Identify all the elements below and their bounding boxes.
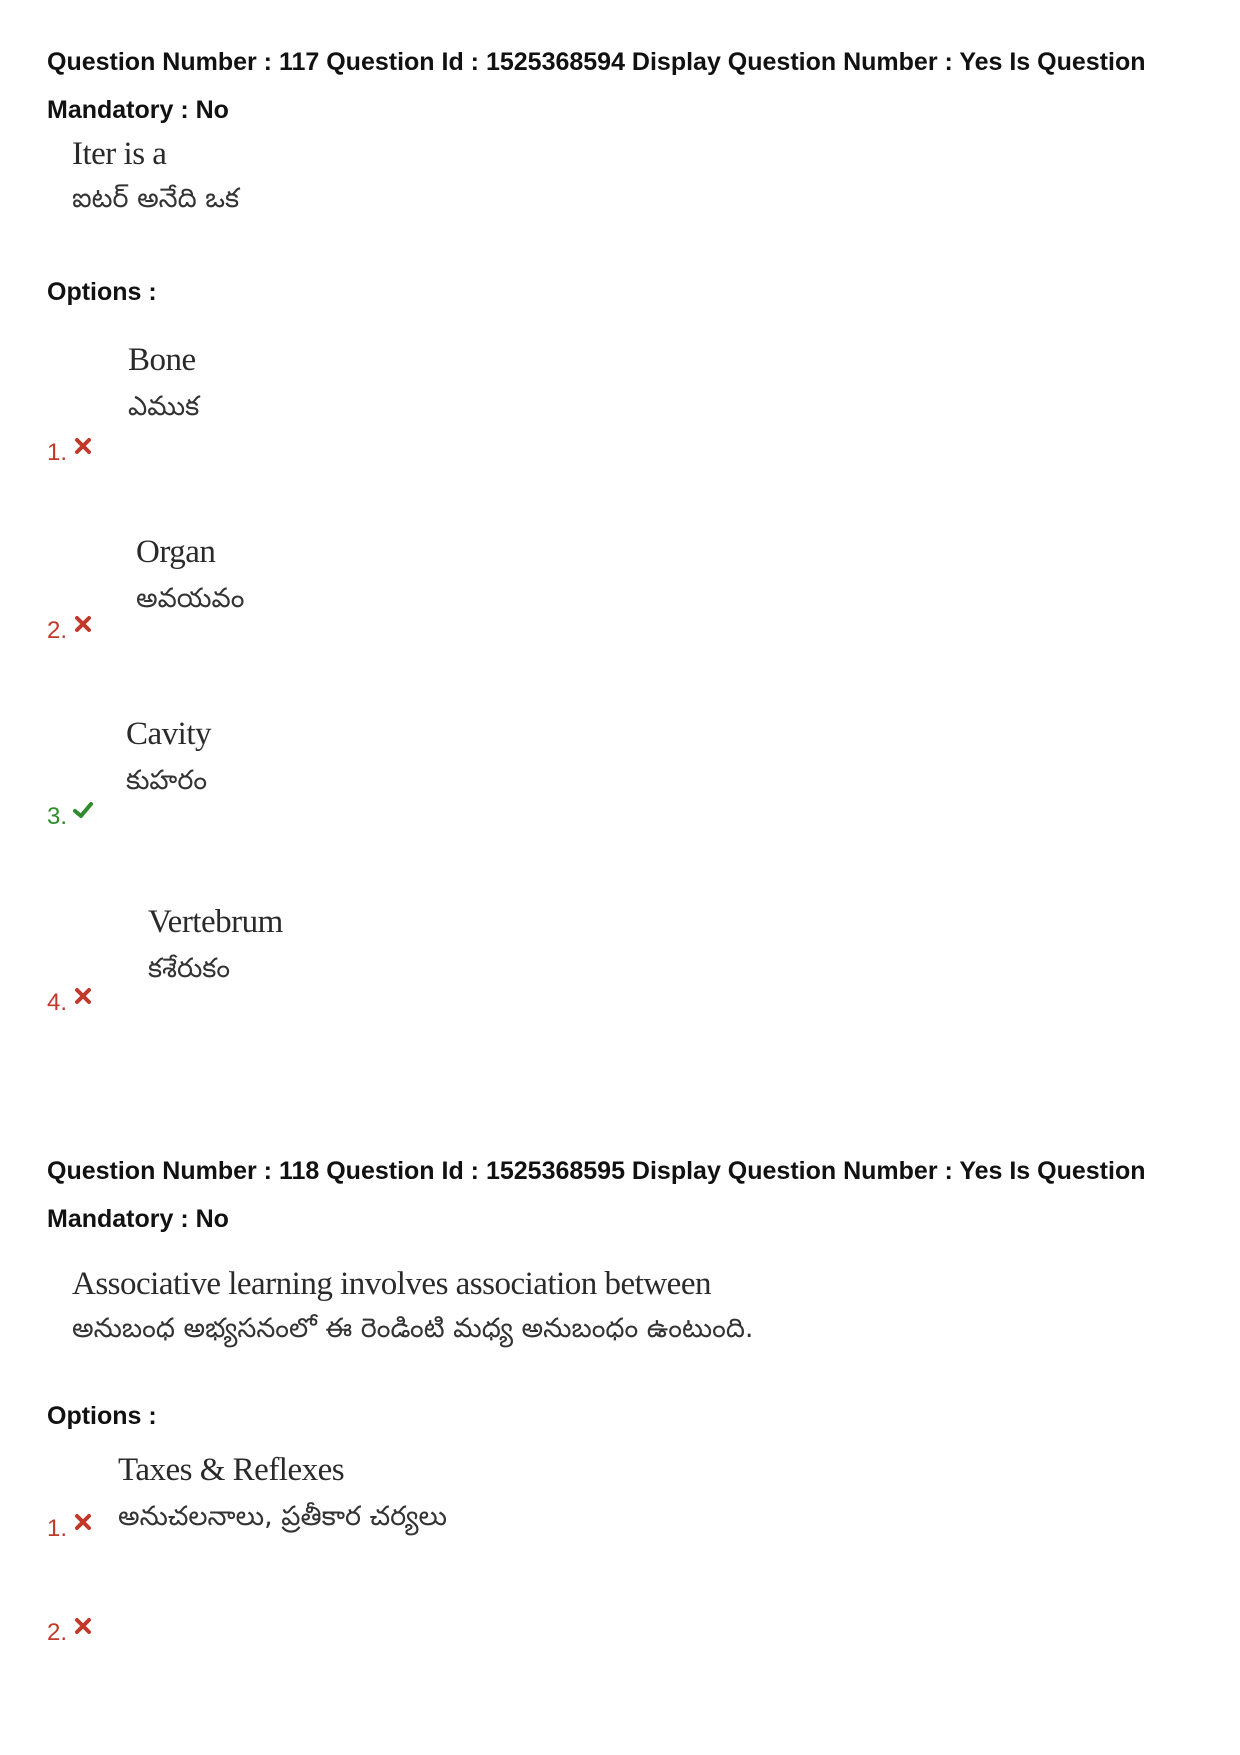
option-image: [148, 900, 283, 994]
question-header: Question Number : 118 Question Id : 1525368595 Display Question Number : Yes Is Question Mandatory : No: [47, 1157, 1146, 1233]
option-number: 2.: [47, 1616, 93, 1647]
option-text-en: Vertebrum: [148, 904, 283, 940]
options-label: Options :: [47, 278, 157, 306]
cross-icon: [73, 436, 93, 456]
option-text-te: కుహరం: [126, 765, 208, 796]
option-image: [136, 530, 244, 624]
option-image: [128, 338, 199, 432]
check-icon: [73, 800, 93, 820]
question-image: [72, 132, 239, 222]
question-text-te: అనుబంధ అభ్యసనంలో ఈ రెండింటి మధ్య అనుబంధం ఉంటుంది.: [72, 1313, 754, 1344]
option-text-en: Taxes & Reflexes: [118, 1452, 345, 1488]
options-label: Options :: [47, 1402, 157, 1430]
cross-icon: [73, 986, 93, 1006]
option-text-en: Organ: [136, 534, 216, 570]
question-image: [72, 1262, 753, 1352]
option-text-te: ఎముక: [128, 391, 200, 422]
option-image: [126, 712, 211, 806]
cross-icon: [73, 1512, 93, 1532]
option-text-en: Bone: [128, 342, 196, 378]
option-image: [118, 1448, 447, 1542]
option-text-te: అనుచలనాలు, ప్రతీకార చర్యలు: [118, 1501, 447, 1532]
option-number: 1.: [47, 1512, 93, 1543]
question-header: Question Number : 117 Question Id : 1525368594 Display Question Number : Yes Is Question Mandatory : No: [47, 48, 1146, 124]
option-text-en: Cavity: [126, 716, 211, 752]
question-text-en: Iter is a: [72, 136, 167, 172]
option-text-te: కశేరుకం: [148, 953, 231, 984]
option-text-te: అవయవం: [136, 583, 245, 614]
question-text-en: Associative learning involves association between: [72, 1266, 711, 1302]
cross-icon: [73, 614, 93, 634]
option-number: 4.: [47, 986, 93, 1017]
cross-icon: [73, 1616, 93, 1636]
option-number: 2.: [47, 614, 93, 645]
option-number: 3.: [47, 800, 93, 831]
question-text-te: ఐటర్ అనేది ఒక: [72, 183, 240, 214]
option-number: 1.: [47, 436, 93, 467]
